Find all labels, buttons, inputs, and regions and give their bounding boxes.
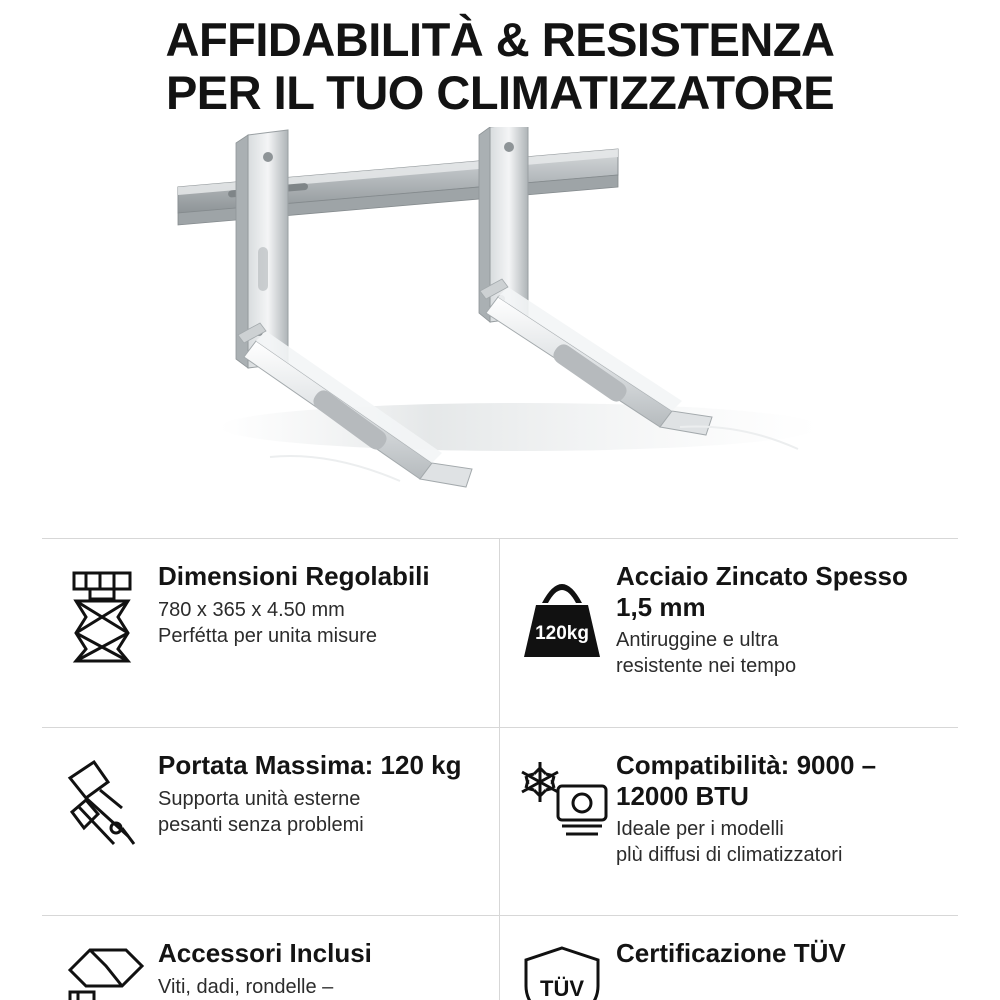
feature-title-line2: 120 kg — [380, 750, 462, 780]
feature-sub-line1: Supporta unità esterne — [158, 787, 361, 810]
feature-title-line2: Spesso 1,5 mm — [616, 561, 908, 622]
feature-compatibilita — [500, 727, 958, 915]
snowflake-ac-unit-icon — [508, 750, 616, 852]
page-title — [0, 0, 1000, 119]
snowflake-icon — [522, 762, 558, 802]
feature-title-line1: Accessori Inclusi — [158, 938, 372, 968]
feature-title-line2: Regolabili — [305, 561, 430, 591]
feature-text — [616, 938, 850, 974]
adjustable-dimensions-icon — [50, 561, 158, 667]
feature-accessori — [42, 915, 500, 1000]
bracket-illustration — [120, 127, 880, 527]
feature-text — [616, 750, 948, 868]
feature-title-line2: TÜV — [793, 938, 846, 968]
feature-sub-line2: pesanti senza problemi — [158, 813, 364, 836]
feature-certificazione — [500, 915, 958, 1000]
feature-sub-line1: Viti, dadi, rondelle – — [158, 975, 334, 998]
feature-sub-line1: 780 x 365 x 4.50 mm — [158, 598, 345, 621]
feature-sub-line1: Ideale per i modelli — [616, 818, 784, 841]
feature-title-line1: Portata Massima: — [158, 750, 374, 780]
feature-title-line1: Compatibilità: — [616, 750, 790, 780]
feature-sub-line2: Perfétta per unita misure — [158, 624, 377, 647]
feature-title-line2: 9000 – 12000 BTU — [616, 750, 877, 811]
feature-text — [616, 561, 948, 679]
feature-title-line1: Certificazione — [616, 938, 787, 968]
ac-unit-icon — [558, 786, 606, 834]
feature-portata — [42, 727, 500, 915]
feature-sub-line2: plù diffusi di climatizzatori — [616, 844, 843, 867]
headline-line-2: PER IL TUO CLIMATIZZATORE — [165, 65, 835, 119]
feature-text — [158, 750, 466, 838]
feature-grid — [42, 538, 958, 1000]
weight-120kg-icon — [508, 561, 616, 663]
feature-dimensioni — [42, 539, 500, 727]
feature-title-line1: Acciaio Zincato — [616, 561, 809, 591]
weight-icon-label: 120kg — [535, 623, 589, 644]
headline-line-1: AFFIDABILITÀ & RESISTENZA — [165, 13, 835, 66]
accessories-screws-icon — [50, 938, 158, 1000]
feature-acciaio — [500, 539, 958, 727]
feature-sub-line2: resistente nei tempo — [616, 655, 797, 678]
tuv-shield-icon — [508, 938, 616, 1000]
bolt-screw-icon — [50, 750, 158, 852]
feature-sub-line1: Antiruggine e ultra — [616, 629, 779, 652]
feature-text — [158, 561, 434, 649]
tuv-icon-label: TÜV — [540, 976, 584, 1000]
product-image — [0, 127, 1000, 527]
feature-text — [158, 938, 376, 1000]
feature-title-line1: Dimensioni — [158, 561, 299, 591]
